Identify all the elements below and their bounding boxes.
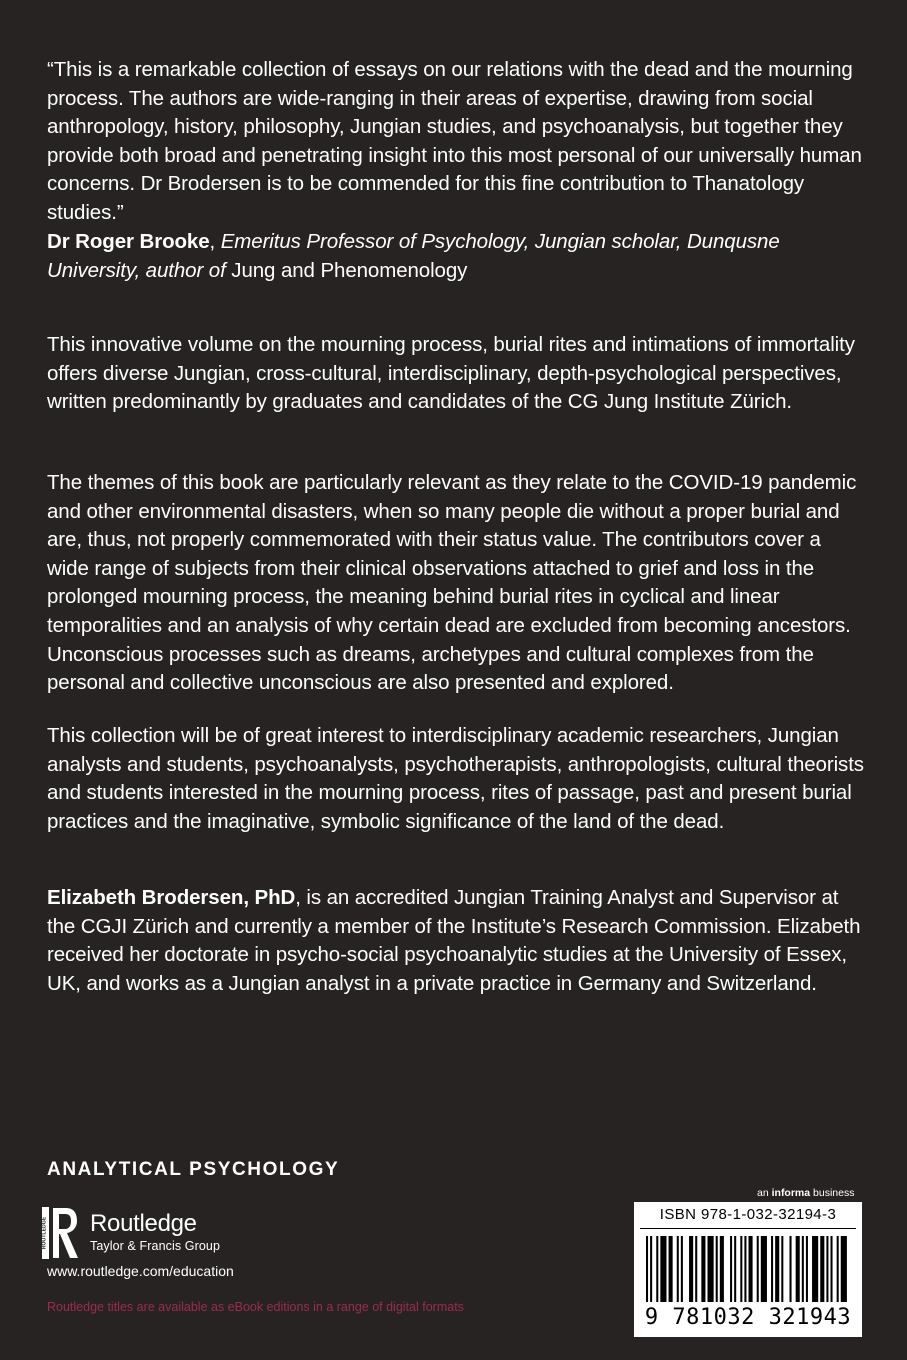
isbn-divider bbox=[640, 1228, 856, 1229]
author-name: Elizabeth Brodersen, PhD bbox=[47, 886, 296, 909]
barcode-bar bbox=[656, 1236, 658, 1302]
routledge-r-mark-icon bbox=[42, 1205, 80, 1261]
barcode-bar bbox=[790, 1236, 792, 1302]
barcode-bar bbox=[775, 1236, 779, 1302]
barcode-bar bbox=[716, 1236, 718, 1302]
barcode-bar bbox=[650, 1236, 652, 1302]
barcode-bar bbox=[781, 1236, 783, 1302]
barcode-bar bbox=[796, 1236, 800, 1302]
barcode-bar bbox=[669, 1236, 673, 1302]
barcode-bars bbox=[644, 1236, 852, 1308]
informa-prefix: an bbox=[757, 1187, 769, 1199]
barcode-bar bbox=[708, 1236, 714, 1302]
endorser-affiliation: Emeritus Professor of Psychology, Jungian scholar, Dunqusne University, author of bbox=[47, 230, 780, 282]
barcode-bar bbox=[757, 1236, 759, 1302]
logo-side-text: ROUTLEDGE bbox=[42, 1216, 48, 1250]
publisher-url[interactable]: www.routledge.com/education bbox=[47, 1263, 234, 1279]
barcode-bar bbox=[744, 1236, 746, 1302]
routledge-logo bbox=[42, 1205, 282, 1261]
ean-digits: 9 781032 321943 bbox=[644, 1305, 852, 1330]
isbn-barcode bbox=[634, 1202, 862, 1337]
barcode-bar bbox=[812, 1236, 818, 1302]
series-label: ANALYTICAL PSYCHOLOGY bbox=[47, 1159, 340, 1180]
barcode-bar bbox=[695, 1236, 697, 1302]
barcode-bar bbox=[806, 1236, 808, 1302]
barcode-bar bbox=[749, 1236, 753, 1302]
barcode-bar bbox=[720, 1236, 724, 1302]
ebook-note: Routledge titles are available as eBook editions in a range of digital formats bbox=[47, 1300, 464, 1314]
description-paragraph-3: This collection will be of great interest to interdisciplinary academic researchers, Jungian analysts and students, psychoanalysts, psychotherapists, anthropologists, cultural theorists and students interested in the mourning process, rites of passage, past and present burial practices and the imaginative, symbolic significance of the land of the dead. bbox=[47, 724, 864, 833]
barcode-bar bbox=[677, 1236, 679, 1302]
barcode-bar bbox=[841, 1236, 847, 1302]
author-bio-text: , is an accredited Jungian Training Analyst and Supervisor at the CGJI Zürich and currently a member of the Institute’s Research Commission. Elizabeth received her doctorate in psycho-social psychoanalytic studies at the University of Essex, UK, and works as a Jungian analyst in a private practice in Germany and Switzerland. bbox=[47, 886, 861, 995]
isbn-label: ISBN 978-1-032-32194-3 bbox=[659, 1206, 837, 1223]
barcode-bar bbox=[660, 1236, 666, 1302]
barcode-bar bbox=[771, 1236, 773, 1302]
barcode-bar bbox=[730, 1236, 732, 1302]
barcode-bar bbox=[646, 1236, 648, 1302]
endorsement-quote: “This is a remarkable collection of essays on our relations with the dead and the mourning process. The authors are wide-ranging in their areas of expertise, drawing from social anthropology, history, philosophy, Jungian studies, and psychoanalysis, but together they provide both broad and penetrating insight into this most personal of our universally human concerns. Dr Brodersen is to be commended for this fine contribution to Thanatology studies.” bbox=[47, 58, 862, 224]
barcode-bar bbox=[734, 1236, 736, 1302]
barcode-bar bbox=[689, 1236, 693, 1302]
barcode-bar bbox=[837, 1236, 839, 1302]
informa-tagline bbox=[757, 1187, 855, 1199]
barcode-bar bbox=[802, 1236, 804, 1302]
informa-brand: informa bbox=[771, 1187, 811, 1199]
barcode-bar bbox=[761, 1236, 767, 1302]
publisher-group: Taylor & Francis Group bbox=[90, 1239, 221, 1253]
barcode-bar bbox=[820, 1236, 824, 1302]
barcode-bar bbox=[831, 1236, 833, 1302]
barcode-bar bbox=[740, 1236, 742, 1302]
author-bio bbox=[47, 884, 867, 998]
barcode-bar bbox=[701, 1236, 705, 1302]
publisher-name: Routledge bbox=[90, 1210, 197, 1237]
barcode-bar bbox=[681, 1236, 683, 1302]
endorsement-attribution: Dr Roger Brooke, Emeritus Professor of Psychology, Jungian scholar, Dunqusne University, author of Jung and Phenomenology bbox=[47, 230, 780, 282]
endorser-name: Dr Roger Brooke bbox=[47, 230, 210, 253]
description-paragraph-1: This innovative volume on the mourning process, burial rites and intimations of immortality offers diverse Jungian, cross-cultural, interdisciplinary, depth-psychological perspectives, written predominantly by graduates and candidates of the CG Jung Institute Zürich. bbox=[47, 333, 855, 414]
informa-suffix: business bbox=[813, 1187, 855, 1199]
barcode-bar bbox=[826, 1236, 828, 1302]
endorser-book-title: Jung and Phenomenology bbox=[231, 258, 468, 282]
description-paragraph-2: The themes of this book are particularly relevant as they relate to the COVID-19 pandemic and other environmental disasters, when so many people die without a proper burial and are, thus, not properly commemorated with their status value. The contributors cover a wide range of subjects from their clinical observations attached to grief and loss in the prolonged mourning process, the meaning behind burial rites in cyclical and linear temporalities and an analysis of why certain dead are excluded from becoming ancestors. Unconscious processes such as dreams, archetypes and cultural complexes from the personal and collective unconscious are also presented and explored. bbox=[47, 471, 857, 695]
